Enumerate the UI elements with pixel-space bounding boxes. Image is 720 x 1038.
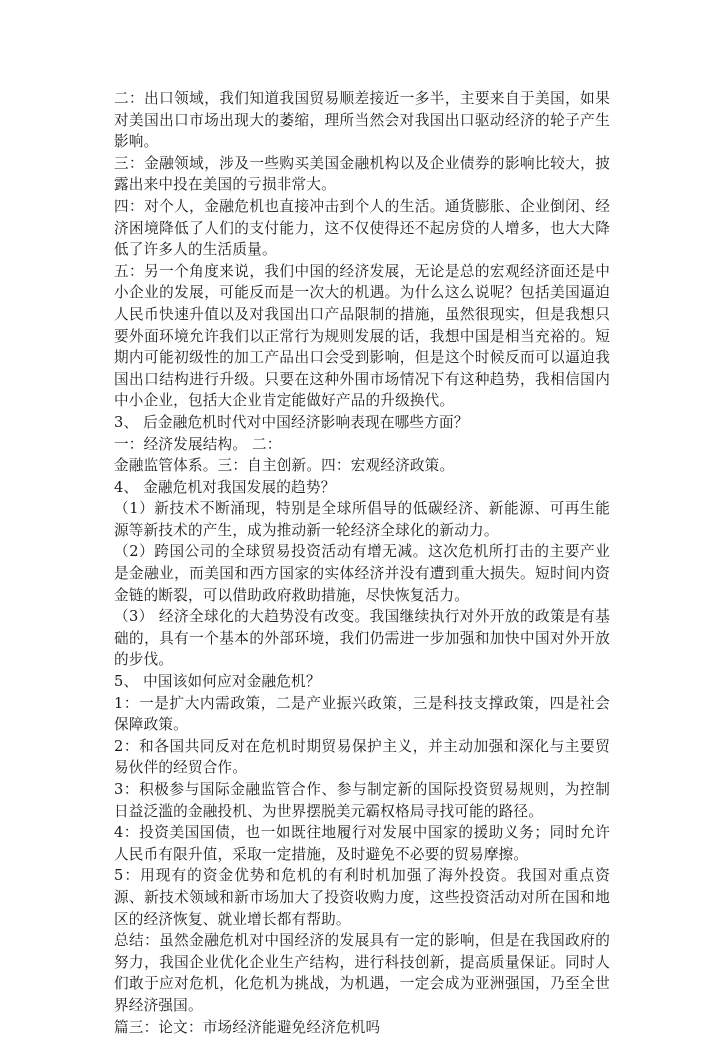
response-item-1: 1：一是扩大内需政策，二是产业振兴政策，三是科技支撑政策，四是社会保障政策。 — [114, 694, 610, 734]
heading-question-3: 3、 后金融危机时代对中国经济影响表现在哪些方面？ — [114, 413, 469, 431]
paragraph-opportunity: 五：另一个角度来说，我们中国的经济发展，无论是总的宏观经济面还是中小企业的发展，可能反而是一次大的机遇。为什么这么说呢？包括美国逼迫人民币快速升值以及对我国出口产品限制的措施，虽然很现实，但是我想只要外面环境允许我们以正常行为规则发展的话，我想中国是相当充裕的。短期内可能初级性的加工产品出口会受到影响，但是这个时候反而可以逼迫我国出口结构进行升级。只要在这种外围市场情况下有这种趋势，我相信国内中小企业，包括大企业肯定能做好产品的升级换代。 — [114, 262, 610, 410]
summary-paragraph: 总结：虽然金融危机对中国经济的发展具有一定的影响，但是在我国政府的努力，我国企业优化企业生产结构，进行科技创新，提高质量保证。同时人们敢于应对危机，化危机为挑战，为机遇，一定会成为亚洲强国，乃至全世界经济强国。 — [114, 932, 610, 1014]
response-item-3: 3：积极参与国际金融监管合作、参与制定新的国际投资贸易规则，为控制日益泛滥的金融投机、为世界摆脱美元霸权格局寻找可能的路径。 — [114, 781, 610, 820]
section-title-part-3: 篇三：论文：市场经济能避免经济危机吗 — [114, 1018, 381, 1036]
document-page — [114, 88, 610, 1038]
trend-item-1: （1）新技术不断涌现，特别是全球所倡导的低碳经济、新能源、可再生能源等新技术的产生，成为推动新一轮经济全球化的新动力。 — [114, 500, 610, 539]
response-item-5: 5：用现有的资金优势和危机的有利时机加强了海外投资。我国对重点资源、新技术领域和新市场加大了投资收购力度，这些投资活动对所在国和地区的经济恢复、就业增长都有帮助。 — [114, 867, 610, 928]
response-item-2: 2：和各国共同反对在危机时期贸易保护主义，并主动加强和深化与主要贸易伙伴的经贸合作。 — [114, 737, 610, 777]
heading-question-5: 5、 中国该如何应对金融危机？ — [114, 673, 321, 691]
heading-question-4: 4、 金融危机对我国发展的趋势？ — [114, 478, 336, 496]
paragraph-individuals: 四：对个人，金融危机也直接冲击到个人的生活。通货膨胀、企业倒闭、经济困境降低了人们的支付能力，这不仅使得还不起房贷的人增多，也大大降低了许多人的生活质量。 — [114, 197, 610, 259]
response-item-4: 4：投资美国国债，也一如既往地履行对发展中国家的援助义务；同时允许人民币有限升值，采取一定措施，及时避免不必要的贸易摩擦。 — [114, 824, 610, 863]
trend-item-3: （3） 经济全球化的大趋势没有改变。我国继续执行对外开放的政策是有基础的，具有一个基本的外部环境，我们仍需进一步加强和加快中国对外开放的步伐。 — [114, 608, 610, 669]
answer-3-line-1: 一：经济发展结构。 二： — [114, 435, 282, 453]
answer-3-line-2: 金融监管体系。三：自主创新。四：宏观经济政策。 — [114, 457, 455, 475]
paragraph-finance-sector: 三：金融领域，涉及一些购买美国金融机构以及企业债券的影响比较大，披露出来中投在美国的亏损非常大。 — [114, 154, 610, 194]
trend-item-2: （2）跨国公司的全球贸易投资活动有增无减。这次危机所打击的主要产业是金融业，而美国和西方国家的实体经济并没有遭到重大损失。短时间内资金链的断裂，可以借助政府救助措施，尽快恢复活力。 — [114, 543, 610, 604]
paragraph-export-sector: 二：出口领域，我们知道我国贸易顺差接近一多半，主要来自于美国，如果对美国出口市场出现大的萎缩，理所当然会对我国出口驱动经济的轮子产生影响。 — [114, 90, 610, 151]
